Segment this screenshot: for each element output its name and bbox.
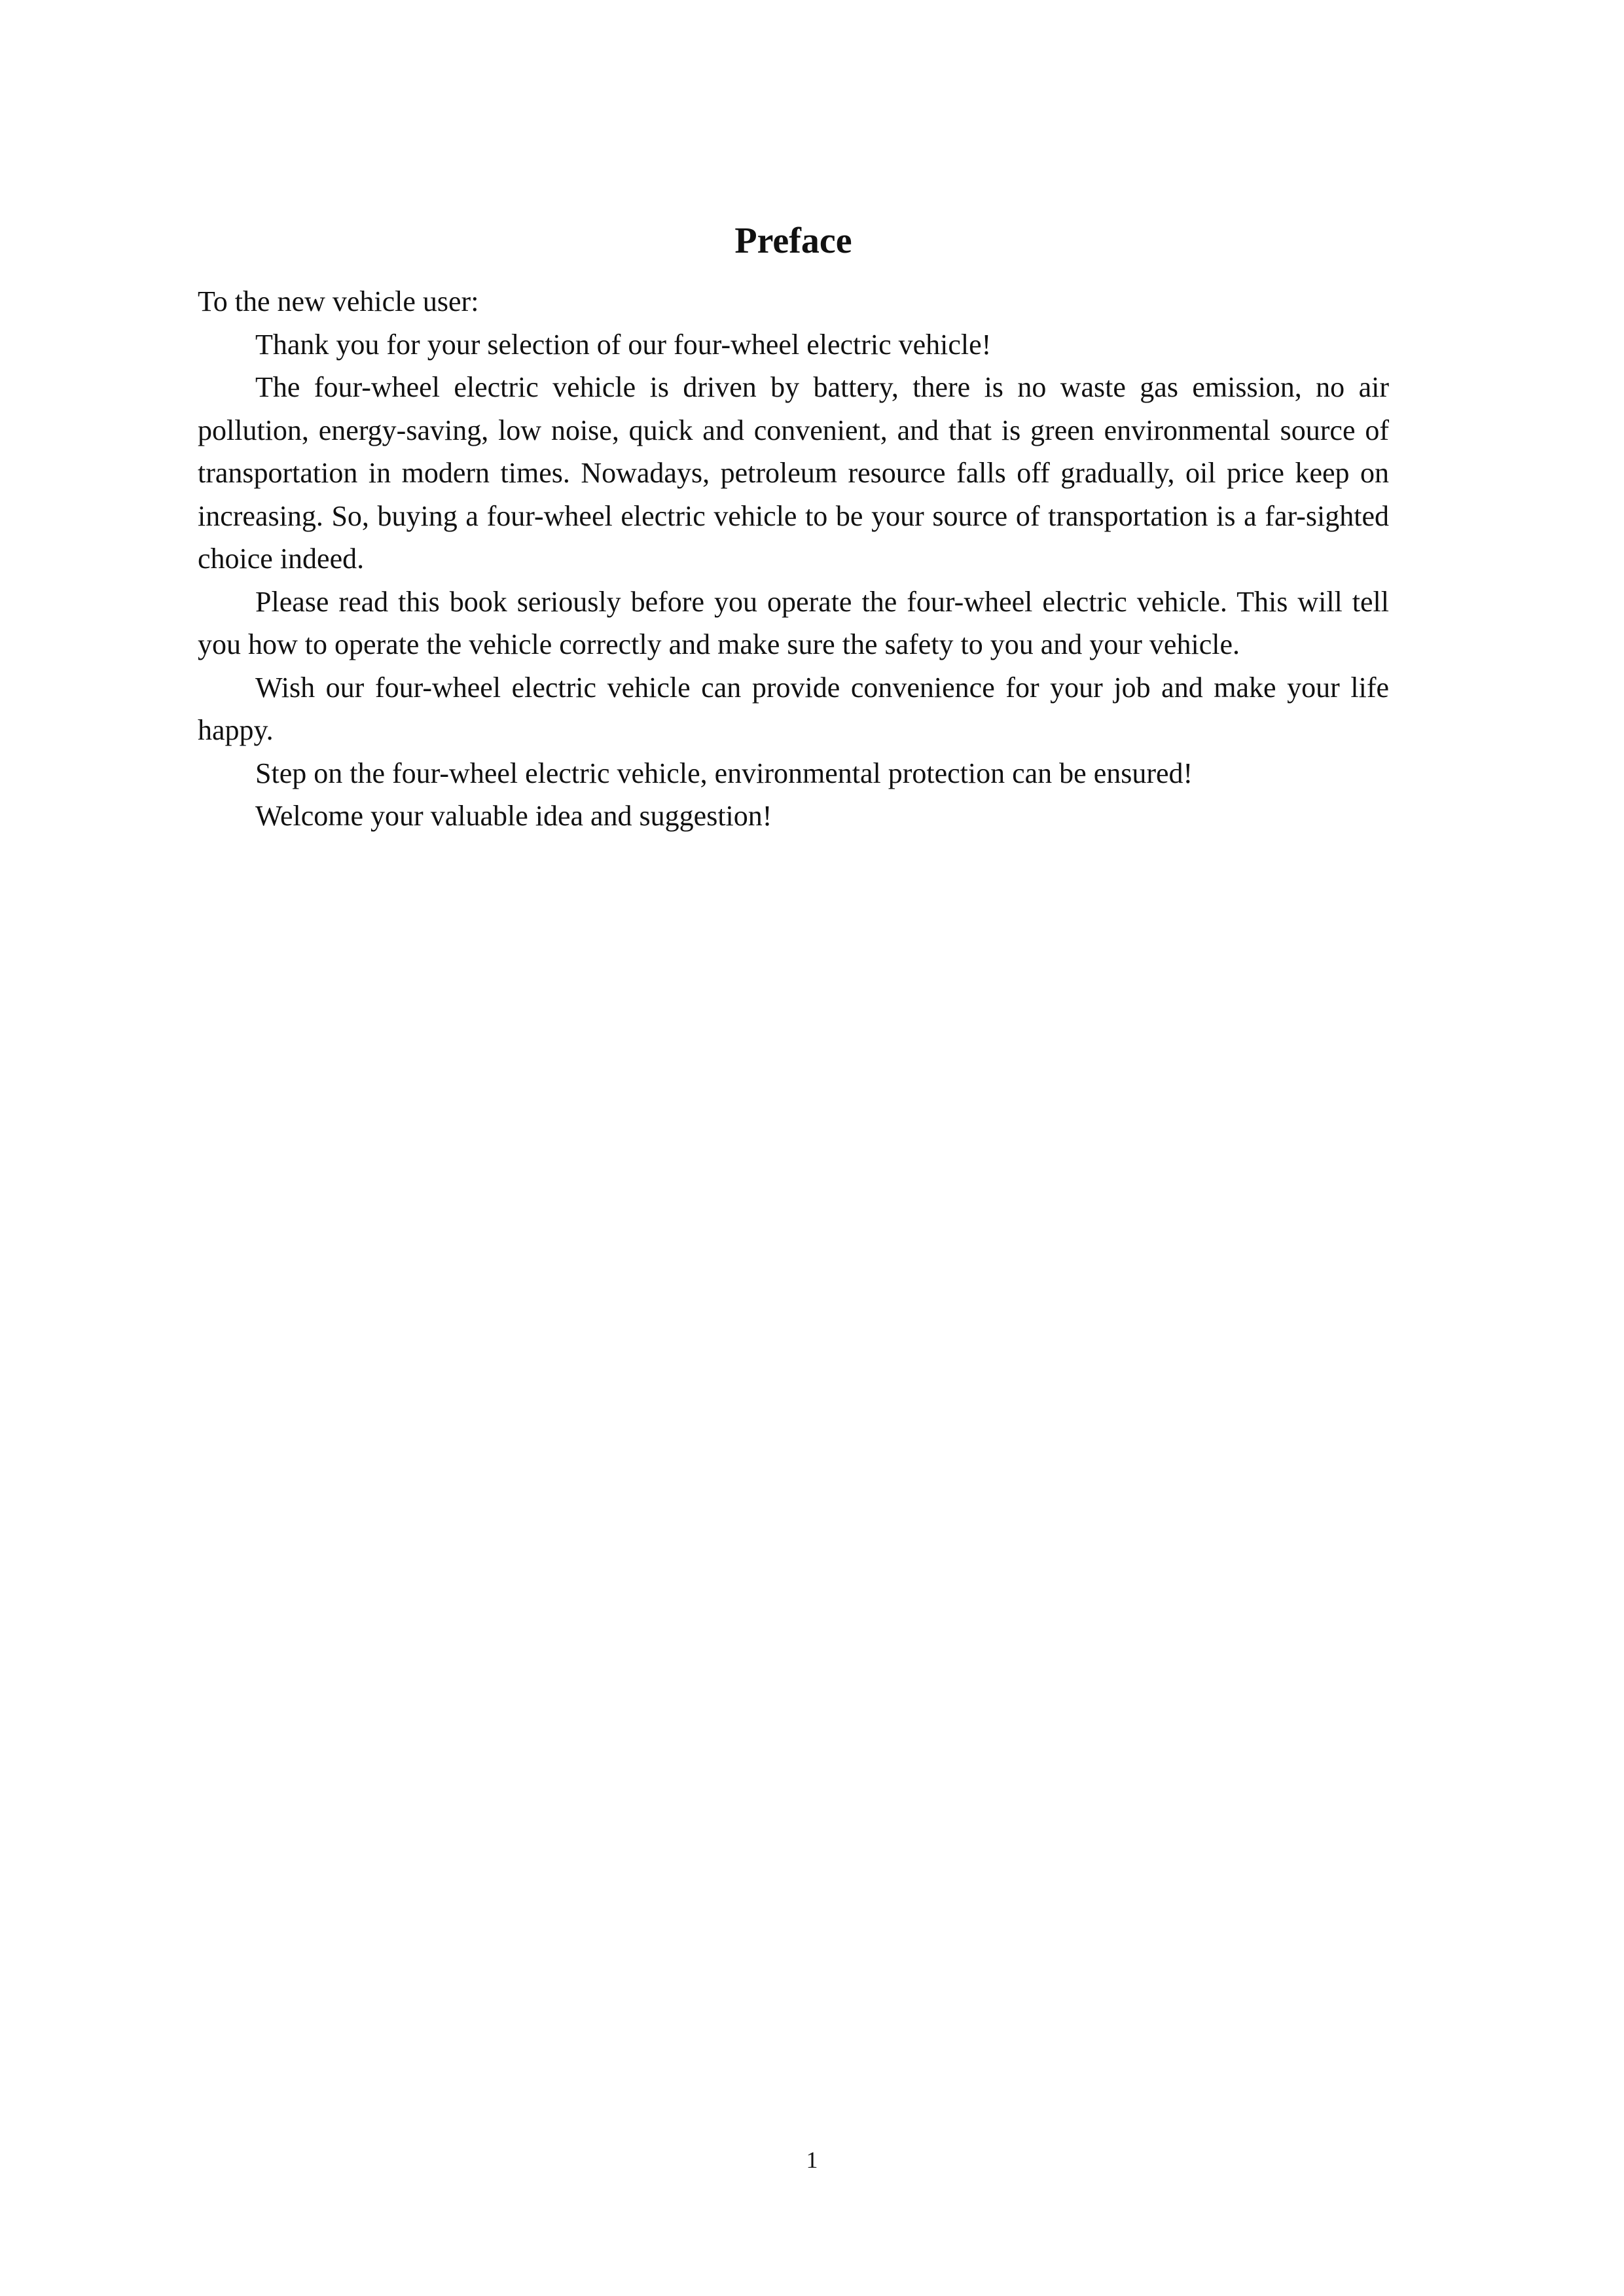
salutation: To the new vehicle user:: [198, 285, 479, 317]
page-number: 1: [806, 2147, 818, 2173]
paragraph-description: The four-wheel electric vehicle is driven by battery, there is no waste gas emission, no air pollution, energy-saving, low noise, quick and convenient, and that is green environmental source of transportation in modern times. Nowadays, petroleum resource falls off gradually, oil price keep on increasing. So, buying a four-wheel electric vehicle to be your source of transportation is a far-sighted choice indeed.: [198, 371, 1389, 575]
paragraph-thanks: Thank you for your selection of our four-wheel electric vehicle!: [255, 328, 992, 361]
page-title: Preface: [734, 221, 852, 261]
document-page: [198, 216, 1389, 838]
paragraph-welcome: Welcome your valuable idea and suggestion!: [255, 800, 772, 832]
paragraph-wish: Wish our four-wheel electric vehicle can provide convenience for your job and make your life happy.: [198, 671, 1389, 746]
paragraph-step-on: Step on the four-wheel electric vehicle, environmental protection can be ensured!: [255, 757, 1193, 789]
paragraph-read-book: Please read this book seriously before you operate the four-wheel electric vehicle. This will tell you how to operate the vehicle correctly and make sure the safety to you and your vehicle.: [198, 585, 1389, 660]
